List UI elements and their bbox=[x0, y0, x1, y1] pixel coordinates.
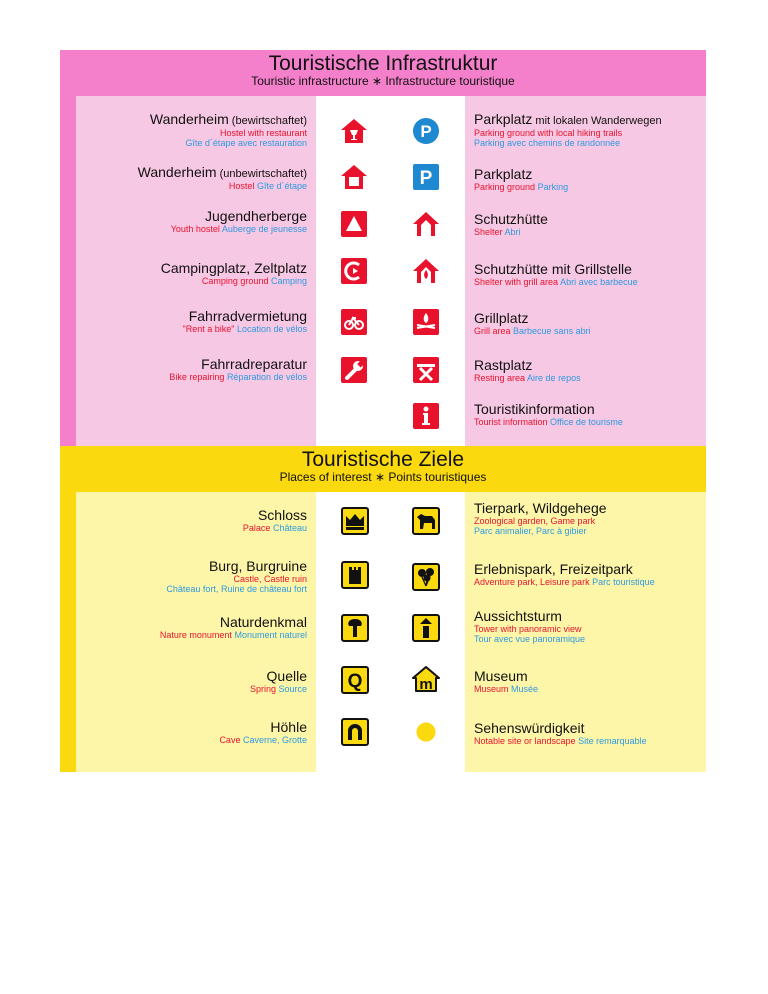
parking-icon bbox=[412, 163, 440, 191]
spring-icon bbox=[341, 666, 369, 694]
entry-english: Cave bbox=[219, 735, 241, 746]
entry-english: Notable site or landscape bbox=[474, 736, 576, 747]
museum-icon bbox=[412, 665, 440, 693]
entry-name: Rastplatz bbox=[474, 357, 533, 373]
entry-parking-hiking bbox=[474, 111, 662, 148]
entry-grill bbox=[474, 310, 591, 336]
entry-french: Aire de repos bbox=[527, 373, 581, 384]
entry-name: Parkplatz bbox=[474, 166, 533, 182]
places-left-strip bbox=[60, 446, 76, 772]
entry-hostel bbox=[138, 164, 307, 191]
entry-english: Shelter bbox=[474, 227, 503, 238]
entry-english: Parking ground with local hiking trails bbox=[474, 127, 623, 138]
camping-icon bbox=[340, 257, 368, 285]
tower-icon bbox=[412, 614, 440, 642]
entry-french: Parc touristique bbox=[592, 577, 655, 588]
youth-hostel-icon bbox=[340, 210, 368, 238]
entry-french: Caverne, Grotte bbox=[242, 735, 307, 746]
entry-tourist-info bbox=[474, 401, 623, 427]
entry-english: Bike repairing bbox=[169, 372, 225, 383]
entry-name: Schutzhütte bbox=[474, 211, 548, 227]
entry-french: Gîte d´étape bbox=[256, 180, 307, 191]
entry-leisure-park bbox=[474, 561, 655, 587]
entry-camping bbox=[161, 260, 307, 286]
entry-english: Tower with panoramic view bbox=[474, 624, 582, 635]
entry-english: Hostel with restaurant bbox=[219, 127, 307, 138]
entry-french: Gîte d´étape avec restauration bbox=[185, 137, 307, 148]
entry-english: Spring bbox=[249, 684, 276, 695]
entry-english: Grill area bbox=[474, 326, 511, 337]
entry-name: Erlebnispark, Freizeitpark bbox=[474, 561, 633, 577]
entry-notable-site bbox=[474, 720, 647, 746]
entry-name: Fahrradvermietung bbox=[188, 308, 307, 324]
entry-name: Quelle bbox=[266, 668, 307, 684]
entry-name: Schutzhütte mit Grillstelle bbox=[474, 261, 632, 277]
entry-english: Nature monument bbox=[159, 630, 232, 641]
entry-name: Wanderheim bbox=[149, 111, 229, 127]
shelter-grill-icon bbox=[412, 257, 440, 285]
entry-name-detail: (bewirtschaftet) bbox=[228, 115, 307, 127]
entry-french: Parc animalier, Parc à gibier bbox=[474, 526, 587, 537]
grill-icon bbox=[412, 308, 440, 336]
entry-hostel-restaurant bbox=[150, 111, 307, 148]
entry-french: Château fort, Ruine de château fort bbox=[166, 584, 307, 595]
nature-monument-icon bbox=[341, 614, 369, 642]
entry-youth-hostel bbox=[171, 208, 307, 234]
entry-french: Château bbox=[272, 523, 307, 534]
entry-french: Office de tourisme bbox=[550, 417, 623, 428]
entry-english: Resting area bbox=[474, 373, 526, 384]
shelter-icon bbox=[412, 210, 440, 238]
entry-name: Sehenswürdigkeit bbox=[474, 720, 585, 736]
entry-name: Grillplatz bbox=[474, 310, 529, 326]
entry-english: Shelter with grill area bbox=[474, 277, 559, 288]
entry-name: Höhle bbox=[270, 719, 307, 735]
entry-name-detail: mit lokalen Wanderwegen bbox=[532, 115, 662, 127]
palace-icon bbox=[341, 507, 369, 535]
entry-english: Zoological garden, Game park bbox=[474, 516, 596, 527]
notable-site-icon bbox=[412, 718, 440, 746]
svg-text:Q: Q bbox=[347, 671, 363, 692]
entry-bike-repair bbox=[169, 356, 307, 382]
svg-text:P: P bbox=[420, 122, 432, 141]
entry-resting-area bbox=[474, 357, 581, 383]
entry-french: Tour avec vue panoramique bbox=[474, 634, 586, 645]
entry-french: Abri avec barbecue bbox=[560, 277, 638, 288]
entry-bike-rental bbox=[183, 308, 308, 334]
entry-name: Fahrradreparatur bbox=[201, 356, 307, 372]
entry-french: Source bbox=[278, 684, 307, 695]
svg-text:m: m bbox=[419, 676, 433, 693]
info-icon bbox=[412, 402, 440, 430]
entry-english: Palace bbox=[242, 523, 271, 534]
entry-english: Camping ground bbox=[201, 276, 269, 287]
entry-tower bbox=[474, 608, 585, 645]
entry-name: Parkplatz bbox=[474, 111, 533, 127]
entry-french: Auberge de jeunesse bbox=[221, 224, 307, 235]
entry-shelter-grill bbox=[474, 261, 638, 287]
entry-name: Schloss bbox=[257, 507, 307, 523]
entry-french: Abri bbox=[504, 227, 521, 238]
entry-name: Naturdenkmal bbox=[219, 614, 307, 630]
entry-museum bbox=[474, 668, 538, 694]
entry-french: Parking avec chemins de randonnée bbox=[474, 137, 621, 148]
places-title: Touristische Ziele bbox=[301, 448, 465, 471]
entry-french: Camping bbox=[270, 276, 307, 287]
entry-english: "Rent a bike" bbox=[182, 324, 235, 335]
hostel-restaurant-icon bbox=[340, 117, 368, 145]
entry-french: Barbecue sans abri bbox=[513, 326, 591, 337]
entry-name: Wanderheim bbox=[137, 164, 217, 180]
entry-cave bbox=[219, 719, 307, 745]
resting-area-icon bbox=[412, 356, 440, 384]
entry-french: Monument naturel bbox=[234, 630, 307, 641]
entry-english: Castle, Castle ruin bbox=[233, 574, 307, 585]
infrastructure-left-strip bbox=[60, 50, 76, 446]
entry-english: Adventure park, Leisure park bbox=[474, 577, 590, 588]
svg-text:P: P bbox=[419, 168, 433, 189]
entry-palace bbox=[243, 507, 307, 533]
entry-name: Burg, Burgruine bbox=[208, 558, 307, 574]
entry-english: Museum bbox=[474, 684, 509, 695]
zoo-icon bbox=[412, 507, 440, 535]
bike-rental-icon bbox=[340, 308, 368, 336]
entry-name: Touristikinformation bbox=[474, 401, 595, 417]
entry-parking bbox=[474, 166, 568, 192]
entry-french: Site remarquable bbox=[578, 736, 647, 747]
castle-icon bbox=[341, 561, 369, 589]
cave-icon bbox=[341, 718, 369, 746]
entry-nature-monument bbox=[160, 614, 307, 640]
entry-shelter bbox=[474, 211, 548, 237]
entry-english: Tourist information bbox=[474, 417, 548, 428]
infrastructure-subtitle: Touristic infrastructure ∗ Infrastructure touristique bbox=[251, 74, 515, 88]
entry-english: Hostel bbox=[228, 180, 255, 191]
entry-castle bbox=[166, 558, 307, 595]
entry-english: Youth hostel bbox=[170, 224, 220, 235]
infrastructure-title: Touristische Infrastruktur bbox=[268, 52, 498, 75]
entry-name: Tierpark, Wildgehege bbox=[474, 500, 607, 516]
entry-french: Réparation de vélos bbox=[226, 372, 307, 383]
entry-name: Museum bbox=[474, 668, 528, 684]
parking-hiking-icon bbox=[412, 117, 440, 145]
entry-english: Parking ground bbox=[474, 182, 536, 193]
leisure-park-icon bbox=[412, 563, 440, 591]
bike-repair-icon bbox=[340, 356, 368, 384]
entry-french: Musée bbox=[511, 684, 539, 695]
entry-zoo bbox=[474, 500, 607, 537]
entry-french: Location de vélos bbox=[236, 324, 307, 335]
entry-name: Campingplatz, Zeltplatz bbox=[160, 260, 307, 276]
entry-name: Jugendherberge bbox=[205, 208, 307, 224]
hostel-icon bbox=[340, 163, 368, 191]
entry-spring bbox=[250, 668, 307, 694]
entry-french: Parking bbox=[537, 182, 569, 193]
places-subtitle: Places of interest ∗ Points touristiques bbox=[279, 470, 487, 484]
entry-name-detail: (unbewirtschaftet) bbox=[216, 168, 307, 180]
entry-name: Aussichtsturm bbox=[474, 608, 562, 624]
